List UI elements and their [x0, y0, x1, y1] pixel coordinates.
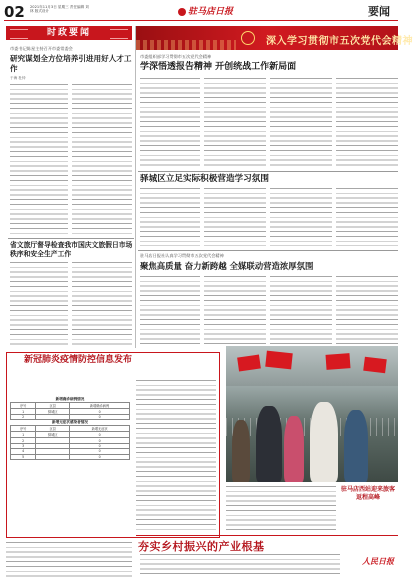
article3-body-col1 — [140, 78, 200, 168]
page-header — [4, 3, 398, 21]
logo-text: 驻马店日报 — [188, 7, 234, 17]
section-name: 要闻 — [368, 5, 390, 18]
article4-body-col1 — [140, 188, 200, 246]
article1-headline: 研究谋划全方位培养引进用好人才工作 — [10, 54, 132, 73]
article4-body-col3 — [270, 188, 332, 246]
covid-table — [10, 397, 130, 460]
article1-body-col1 — [10, 84, 68, 234]
article4-body-col4 — [336, 188, 398, 246]
article3-body-col4 — [336, 78, 398, 168]
table-row: 序号 区县 新增确诊病例 — [11, 403, 130, 409]
skyline-decoration — [136, 40, 236, 50]
covid-info-body — [136, 380, 216, 530]
article5-kicker: 驻马店日报社认真学习贯彻市五次党代会精神 — [140, 253, 224, 258]
article3-headline: 学深悟透报告精神 开创统战工作新局面 — [140, 62, 297, 72]
article1-byline: 于海 杜仲 — [10, 76, 26, 80]
section-banner: 时政要闻 — [6, 26, 132, 40]
bottom-left-body — [6, 542, 132, 578]
photo-article-body — [226, 486, 336, 530]
photo-caption: 驻马店西站迎来旅客返程高峰 — [340, 486, 395, 501]
article2-headline: 省文旅厅督导检查我市国庆文旅假日市场秩序和安全生产工作 — [10, 241, 133, 258]
article4-headline: 驿城区立足实际积极营造学习氛围 — [140, 174, 269, 184]
topic-band-title: 深入学习贯彻市五次党代会精神 — [266, 36, 413, 47]
table-row: 3 0 — [11, 443, 130, 448]
table-row: 1 驿城区 0 — [11, 432, 130, 438]
header-meta: 2021年11月3日 星期三 责任编辑 刘 林 版式设计 — [30, 5, 89, 14]
table-row: 2 0 — [11, 415, 130, 420]
article3-body-col2 — [204, 78, 266, 168]
source-logo: 人民日报 — [362, 556, 394, 566]
divider — [138, 250, 398, 251]
article1-body-col2 — [72, 84, 132, 234]
table-caption: 新增无症状感染者情况 — [52, 420, 88, 425]
divider — [138, 171, 398, 172]
page-number: 02 — [4, 3, 25, 21]
column-divider — [135, 26, 136, 348]
article5-body-col2 — [204, 276, 266, 346]
article4-body-col2 — [204, 188, 266, 246]
logo-emblem-icon — [178, 8, 186, 16]
article3-kicker: 市委组织部学习贯彻市五次党代会精神 — [140, 54, 212, 59]
table-row: 4 0 — [11, 449, 130, 454]
bottom-article-headline: 夯实乡村振兴的产业根基 — [138, 540, 265, 553]
topic-band — [136, 26, 413, 50]
table-row: 1 驿城区 0 — [11, 409, 130, 415]
article3-body-col3 — [270, 78, 332, 168]
table-row: 5 0 — [11, 454, 130, 459]
article2-body-col1 — [10, 262, 68, 348]
article5-headline: 聚焦高质量 奋力新跨越 全媒联动营造浓厚氛围 — [140, 261, 314, 271]
newspaper-logo — [178, 4, 233, 17]
party-emblem-icon — [241, 31, 255, 45]
article5-body-col1 — [140, 276, 200, 346]
article2-body-col2 — [72, 262, 132, 348]
table-row: 序号 区县 新增无症状 — [11, 426, 130, 432]
article1-kicker: 市委书记陈星主持召开市委常委会 — [10, 46, 73, 51]
covid-info-title: 新冠肺炎疫情防控信息发布 — [24, 355, 133, 365]
station-photo — [226, 346, 398, 482]
article5-body-col4 — [336, 276, 398, 346]
table-row: 2 0 — [11, 438, 130, 443]
divider — [136, 535, 398, 536]
article5-body-col3 — [270, 276, 332, 346]
table-caption: 新增确诊病例情况 — [55, 397, 85, 401]
bottom-article-body — [140, 554, 340, 578]
divider — [8, 238, 134, 239]
